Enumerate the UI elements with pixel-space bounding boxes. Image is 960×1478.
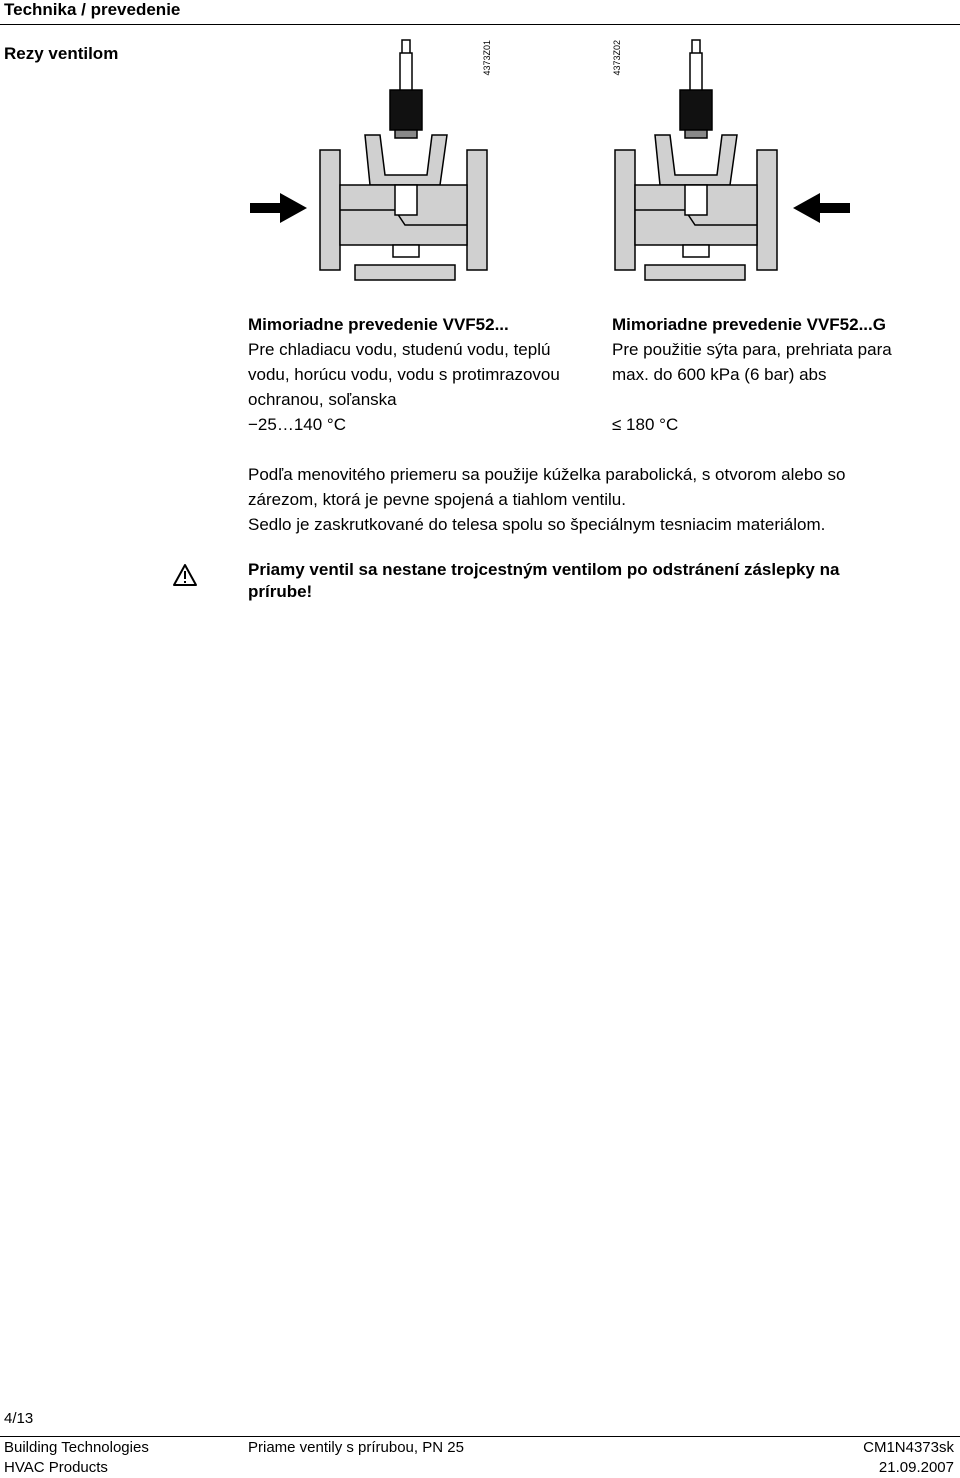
section-title: Rezy ventilom [4, 44, 119, 63]
footer-right [863, 1438, 954, 1478]
left-column-line: ochranou, soľanska [248, 390, 397, 409]
left-column-line: vodu, horúcu vodu, vodu s protimrazovou [248, 365, 560, 384]
left-column-range: −25…140 °C [248, 415, 346, 434]
footer-division: HVAC Products [4, 1459, 108, 1476]
footer-document-title: Priame ventily s prírubou, PN 25 [248, 1439, 464, 1456]
right-column [612, 312, 952, 437]
figure-code-2: 4373Z02 [612, 40, 622, 76]
warning-line: prírube! [248, 582, 313, 601]
description-paragraph [248, 462, 948, 537]
left-column [248, 312, 598, 437]
page-number: 4/13 [4, 1410, 34, 1427]
footer-date: 21.09.2007 [878, 1459, 954, 1476]
footer-left [4, 1438, 149, 1478]
page-header-title: Technika / prevedenie [4, 0, 181, 19]
left-column-title: Mimoriadne prevedenie VVF52... [248, 315, 509, 334]
paragraph-line: zárezom, ktorá je pevne spojená a tiahlom ventilu. [248, 490, 626, 509]
paragraph-line: Sedlo je zaskrutkované do telesa spolu so špeciálnym tesniacim materiálom. [248, 515, 826, 534]
footer-doc-code: CM1N4373sk [863, 1439, 954, 1456]
figure-code-1: 4373Z01 [482, 40, 492, 76]
valve-cross-section-2 [605, 35, 855, 285]
warning-line: Priamy ventil sa nestane trojcestným ventilom po odstránení záslepky na [248, 560, 840, 579]
warning-triangle-icon [172, 563, 198, 587]
right-column-line: Pre použitie sýta para, prehriata para [612, 340, 892, 359]
left-column-line: Pre chladiacu vodu, studenú vodu, teplú [248, 340, 551, 359]
right-column-line: max. do 600 kPa (6 bar) abs [612, 365, 827, 384]
paragraph-line: Podľa menovitého priemeru sa použije kúželka parabolická, s otvorom alebo so [248, 465, 846, 484]
valve-cross-section-1 [245, 35, 495, 285]
right-column-range: ≤ 180 °C [612, 415, 679, 434]
header-divider [0, 24, 960, 25]
warning-text [248, 559, 928, 603]
footer-divider [0, 1436, 960, 1437]
right-column-title: Mimoriadne prevedenie VVF52...G [612, 315, 886, 334]
footer-company: Building Technologies [4, 1439, 149, 1456]
